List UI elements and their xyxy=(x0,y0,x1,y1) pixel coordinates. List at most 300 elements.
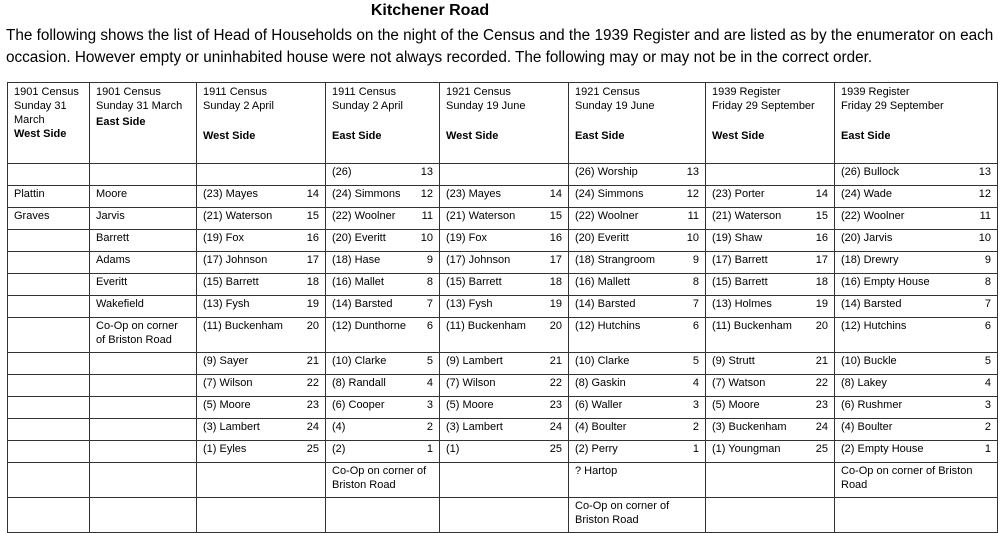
table-cell xyxy=(440,252,569,274)
household-name: (23) Mayes xyxy=(203,188,259,200)
table-cell xyxy=(326,164,440,186)
column-header-side: West Side xyxy=(14,128,67,140)
column-header xyxy=(835,83,998,164)
table-cell xyxy=(835,230,998,252)
table-cell xyxy=(706,274,835,296)
house-number: 2 xyxy=(426,421,433,433)
household-name: Co-Op on corner of Briston Road xyxy=(841,465,973,491)
household-name: Adams xyxy=(96,254,131,266)
house-number: 19 xyxy=(549,298,562,310)
table-cell xyxy=(835,296,998,318)
table-cell xyxy=(569,186,706,208)
table-cell xyxy=(326,252,440,274)
table-cell xyxy=(706,353,835,375)
column-header-date: 1901 Census Sunday 31 March xyxy=(14,86,79,126)
table-cell xyxy=(90,230,197,252)
column-header-date: 1901 Census Sunday 31 March xyxy=(96,86,183,112)
house-number: 23 xyxy=(549,399,562,411)
household-name: (1) xyxy=(446,443,460,455)
house-number: 16 xyxy=(306,232,319,244)
table-cell xyxy=(569,252,706,274)
house-number: 18 xyxy=(549,276,562,288)
table-cell xyxy=(197,353,326,375)
house-number: 13 xyxy=(420,166,433,178)
table-cell xyxy=(569,164,706,186)
household-name: (6) Waller xyxy=(575,399,623,411)
household-name: (9) Strutt xyxy=(712,355,755,367)
household-name: (3) Lambert xyxy=(446,421,503,433)
table-cell xyxy=(569,375,706,397)
table-cell xyxy=(706,397,835,419)
table-cell xyxy=(706,186,835,208)
household-name: (22) Woolner xyxy=(332,210,396,222)
table-cell xyxy=(197,498,326,533)
house-number: 5 xyxy=(426,355,433,367)
household-name: (22) Woolner xyxy=(841,210,905,222)
household-name: (2) Empty House xyxy=(841,443,924,455)
house-number: 20 xyxy=(815,320,828,332)
household-name: (14) Barsted xyxy=(575,298,636,310)
house-number: 8 xyxy=(984,276,991,288)
household-name: Graves xyxy=(14,210,50,222)
table-cell xyxy=(326,397,440,419)
table-cell xyxy=(569,230,706,252)
table-cell xyxy=(706,375,835,397)
household-name: (26) xyxy=(332,166,352,178)
household-name: (12) Hutchins xyxy=(575,320,641,332)
table-cell xyxy=(197,208,326,230)
household-name: Jarvis xyxy=(96,210,125,222)
column-header-side: East Side xyxy=(575,130,625,142)
table-row xyxy=(8,164,998,186)
house-number: 19 xyxy=(306,298,319,310)
household-name: (17) Johnson xyxy=(203,254,268,266)
household-name: (18) Strangroom xyxy=(575,254,656,266)
household-name: (20) Jarvis xyxy=(841,232,893,244)
table-cell xyxy=(835,186,998,208)
household-name: (15) Barrett xyxy=(446,276,502,288)
table-cell xyxy=(706,296,835,318)
table-cell xyxy=(835,318,998,353)
table-row xyxy=(8,296,998,318)
household-name: (8) Lakey xyxy=(841,377,887,389)
house-number: 10 xyxy=(686,232,699,244)
household-name: (4) Boulter xyxy=(575,421,627,433)
house-number: 1 xyxy=(984,443,991,455)
house-number: 25 xyxy=(815,443,828,455)
house-number: 8 xyxy=(426,276,433,288)
table-cell xyxy=(90,164,197,186)
household-name: (11) Buckenham xyxy=(203,320,283,332)
table-cell xyxy=(8,274,90,296)
table-cell xyxy=(197,419,326,441)
household-name: (12) Hutchins xyxy=(841,320,907,332)
household-name: (11) Buckenham xyxy=(712,320,792,332)
table-row xyxy=(8,274,998,296)
household-name: (11) Buckenham xyxy=(446,320,526,332)
house-number: 17 xyxy=(549,254,562,266)
table-cell xyxy=(90,296,197,318)
house-number: 1 xyxy=(426,443,433,455)
table-cell xyxy=(440,274,569,296)
house-number: 15 xyxy=(815,210,828,222)
house-number: 7 xyxy=(426,298,433,310)
table-cell xyxy=(835,252,998,274)
table-cell xyxy=(197,441,326,463)
table-cell xyxy=(440,463,569,498)
table-cell xyxy=(197,274,326,296)
table-cell xyxy=(440,186,569,208)
table-cell xyxy=(569,318,706,353)
household-name: (2) Perry xyxy=(575,443,618,455)
table-cell xyxy=(440,498,569,533)
house-number: 7 xyxy=(984,298,991,310)
table-row xyxy=(8,375,998,397)
household-name: (1) Eyles xyxy=(203,443,247,455)
household-name: (19) Shaw xyxy=(712,232,763,244)
house-number: 24 xyxy=(549,421,562,433)
table-cell xyxy=(8,463,90,498)
table-cell xyxy=(8,164,90,186)
house-number: 15 xyxy=(549,210,562,222)
house-number: 16 xyxy=(549,232,562,244)
house-number: 3 xyxy=(426,399,433,411)
house-number: 14 xyxy=(549,188,562,200)
household-name: (4) xyxy=(332,421,346,433)
house-number: 21 xyxy=(549,355,562,367)
column-header xyxy=(706,83,835,164)
column-header xyxy=(569,83,706,164)
column-header xyxy=(440,83,569,164)
household-name: (7) Wilson xyxy=(446,377,496,389)
household-name: (15) Barrett xyxy=(203,276,259,288)
household-name: (24) Wade xyxy=(841,188,892,200)
table-cell xyxy=(90,353,197,375)
table-cell xyxy=(569,274,706,296)
table-cell xyxy=(326,498,440,533)
table-row xyxy=(8,441,998,463)
house-number: 8 xyxy=(692,276,699,288)
table-cell xyxy=(90,498,197,533)
table-cell xyxy=(440,296,569,318)
column-header-date: 1939 Register Friday 29 September xyxy=(712,86,815,112)
table-row xyxy=(8,498,998,533)
table-cell xyxy=(8,441,90,463)
household-name: Everitt xyxy=(96,276,128,288)
house-number: 12 xyxy=(420,188,433,200)
table-cell xyxy=(8,397,90,419)
table-row xyxy=(8,186,998,208)
table-cell xyxy=(90,252,197,274)
table-cell xyxy=(835,353,998,375)
table-cell xyxy=(90,208,197,230)
table-cell xyxy=(569,441,706,463)
table-cell xyxy=(835,419,998,441)
table-row xyxy=(8,419,998,441)
table-cell xyxy=(706,463,835,498)
table-row xyxy=(8,463,998,498)
table-row xyxy=(8,397,998,419)
household-name: (14) Barsted xyxy=(332,298,393,310)
house-number: 10 xyxy=(978,232,991,244)
table-cell xyxy=(706,164,835,186)
table-cell xyxy=(197,230,326,252)
house-number: 24 xyxy=(306,421,319,433)
household-name: (14) Barsted xyxy=(841,298,902,310)
table-cell xyxy=(326,186,440,208)
table-cell xyxy=(706,208,835,230)
table-cell xyxy=(8,498,90,533)
house-number: 5 xyxy=(984,355,991,367)
column-header-date: 1921 Census Sunday 19 June xyxy=(575,86,655,112)
house-number: 13 xyxy=(978,166,991,178)
household-name: (10) Clarke xyxy=(575,355,630,367)
house-number: 9 xyxy=(426,254,433,266)
house-number: 11 xyxy=(687,210,699,222)
household-name: (10) Clarke xyxy=(332,355,387,367)
household-name: (7) Wilson xyxy=(203,377,253,389)
column-header-date: 1911 Census Sunday 2 April xyxy=(332,86,403,112)
households-table xyxy=(7,82,998,533)
house-number: 18 xyxy=(306,276,319,288)
table-cell xyxy=(569,208,706,230)
page-title: Kitchener Road xyxy=(370,2,490,19)
household-name: (17) Barrett xyxy=(712,254,768,266)
table-cell xyxy=(835,274,998,296)
household-name: ? Hartop xyxy=(575,465,618,477)
house-number: 19 xyxy=(815,298,828,310)
household-name: (20) Everitt xyxy=(575,232,629,244)
column-header-side: West Side xyxy=(712,130,765,142)
table-cell xyxy=(440,164,569,186)
household-name: (4) Boulter xyxy=(841,421,893,433)
house-number: 21 xyxy=(815,355,828,367)
column-header xyxy=(197,83,326,164)
table-cell xyxy=(835,164,998,186)
table-cell xyxy=(90,186,197,208)
house-number: 22 xyxy=(306,377,319,389)
house-number: 4 xyxy=(984,377,991,389)
household-name: (8) Gaskin xyxy=(575,377,626,389)
column-header-date: 1911 Census Sunday 2 April xyxy=(203,86,274,112)
house-number: 20 xyxy=(306,320,319,332)
table-cell xyxy=(197,463,326,498)
table-cell xyxy=(90,397,197,419)
table-cell xyxy=(8,318,90,353)
table-row xyxy=(8,318,998,353)
house-number: 17 xyxy=(815,254,828,266)
house-number: 2 xyxy=(692,421,699,433)
house-number: 11 xyxy=(421,210,433,222)
table-cell xyxy=(8,252,90,274)
table-cell xyxy=(835,441,998,463)
house-number: 4 xyxy=(426,377,433,389)
table-cell xyxy=(326,463,440,498)
house-number: 15 xyxy=(306,210,319,222)
household-name: (26) Worship xyxy=(575,166,638,178)
table-cell xyxy=(706,318,835,353)
table-cell xyxy=(706,419,835,441)
household-name: (5) Moore xyxy=(203,399,251,411)
house-number: 21 xyxy=(306,355,319,367)
household-name: (8) Randall xyxy=(332,377,386,389)
household-name: (9) Sayer xyxy=(203,355,249,367)
table-cell xyxy=(440,419,569,441)
column-header xyxy=(90,83,197,164)
table-row xyxy=(8,230,998,252)
house-number: 6 xyxy=(426,320,433,332)
house-number: 23 xyxy=(306,399,319,411)
household-name: (12) Dunthorne xyxy=(332,320,406,332)
house-number: 1 xyxy=(692,443,699,455)
household-name: (16) Mallett xyxy=(575,276,631,288)
house-number: 6 xyxy=(692,320,699,332)
household-name: (17) Johnson xyxy=(446,254,511,266)
household-name: Barrett xyxy=(96,232,130,244)
house-number: 12 xyxy=(978,188,991,200)
table-cell xyxy=(326,353,440,375)
household-name: (23) Porter xyxy=(712,188,765,200)
household-name: (22) Woolner xyxy=(575,210,639,222)
household-name: (3) Lambert xyxy=(203,421,260,433)
household-name: (3) Buckenham xyxy=(712,421,787,433)
column-header xyxy=(8,83,90,164)
house-number: 3 xyxy=(692,399,699,411)
column-header-side: East Side xyxy=(332,130,382,142)
house-number: 5 xyxy=(692,355,699,367)
household-name: (5) Moore xyxy=(712,399,760,411)
household-name: Co-Op on corner of Briston Road xyxy=(96,320,178,346)
household-name: (24) Simmons xyxy=(575,188,644,200)
household-name: (20) Everitt xyxy=(332,232,386,244)
household-name: Wakefield xyxy=(96,298,144,310)
house-number: 22 xyxy=(815,377,828,389)
household-name: (13) Fysh xyxy=(203,298,250,310)
table-cell xyxy=(326,230,440,252)
household-name: Plattin xyxy=(14,188,45,200)
house-number: 23 xyxy=(815,399,828,411)
household-name: (6) Rushmer xyxy=(841,399,903,411)
household-name: (24) Simmons xyxy=(332,188,401,200)
table-cell xyxy=(326,296,440,318)
house-number: 3 xyxy=(984,399,991,411)
table-cell xyxy=(8,230,90,252)
table-cell xyxy=(8,208,90,230)
household-name: (16) Empty House xyxy=(841,276,930,288)
table-cell xyxy=(569,498,706,533)
table-cell xyxy=(197,296,326,318)
column-header-side: West Side xyxy=(203,130,256,142)
table-cell xyxy=(326,208,440,230)
house-number: 12 xyxy=(686,188,699,200)
house-number: 4 xyxy=(692,377,699,389)
household-name: (19) Fox xyxy=(203,232,244,244)
house-number: 10 xyxy=(420,232,433,244)
household-name: (21) Waterson xyxy=(712,210,782,222)
table-cell xyxy=(197,318,326,353)
house-number: 25 xyxy=(549,443,562,455)
table-cell xyxy=(197,397,326,419)
intro-paragraph: The following shows the list of Head of Households on the night of the Census and the 1939 Register and are listed as by the enumerator on each occasion. However empty or uninhabited house were not always recorded. The following may or may not be in the correct order. xyxy=(6,27,994,66)
table-cell xyxy=(706,498,835,533)
table-cell xyxy=(197,252,326,274)
table-cell xyxy=(569,353,706,375)
house-number: 2 xyxy=(984,421,991,433)
household-name: (21) Waterson xyxy=(203,210,273,222)
table-row xyxy=(8,208,998,230)
table-cell xyxy=(90,463,197,498)
house-number: 25 xyxy=(306,443,319,455)
household-name: (9) Lambert xyxy=(446,355,503,367)
household-name: Co-Op on corner of Briston Road xyxy=(575,500,670,526)
household-name: (13) Holmes xyxy=(712,298,772,310)
household-name: (23) Mayes xyxy=(446,188,502,200)
house-number: 17 xyxy=(306,254,319,266)
house-number: 14 xyxy=(306,188,319,200)
household-name: (16) Mallet xyxy=(332,276,384,288)
household-name: (19) Fox xyxy=(446,232,487,244)
table-cell xyxy=(326,441,440,463)
table-cell xyxy=(326,274,440,296)
house-number: 14 xyxy=(815,188,828,200)
column-header-date: 1921 Census Sunday 19 June xyxy=(446,86,526,112)
household-name: (15) Barrett xyxy=(712,276,768,288)
column-header-side: East Side xyxy=(96,116,146,128)
table-cell xyxy=(90,274,197,296)
table-cell xyxy=(706,230,835,252)
table-cell xyxy=(835,498,998,533)
table-cell xyxy=(8,296,90,318)
column-header-side: East Side xyxy=(841,130,891,142)
household-name: (5) Moore xyxy=(446,399,494,411)
table-cell xyxy=(440,353,569,375)
table-cell xyxy=(835,463,998,498)
table-cell xyxy=(569,419,706,441)
house-number: 7 xyxy=(692,298,699,310)
house-number: 11 xyxy=(979,210,991,222)
table-cell xyxy=(90,419,197,441)
table-row xyxy=(8,353,998,375)
house-number: 22 xyxy=(549,377,562,389)
table-cell xyxy=(90,441,197,463)
household-name: (21) Waterson xyxy=(446,210,516,222)
house-number: 13 xyxy=(686,166,699,178)
table-cell xyxy=(569,463,706,498)
household-name: (18) Hase xyxy=(332,254,381,266)
table-cell xyxy=(90,318,197,353)
table-cell xyxy=(569,296,706,318)
household-name: (1) Youngman xyxy=(712,443,781,455)
house-number: 20 xyxy=(549,320,562,332)
house-number: 18 xyxy=(815,276,828,288)
table-cell xyxy=(440,441,569,463)
table-cell xyxy=(569,397,706,419)
table-cell xyxy=(326,375,440,397)
household-name: (18) Drewry xyxy=(841,254,899,266)
header-row xyxy=(8,83,998,164)
household-name: (7) Watson xyxy=(712,377,766,389)
household-name: Co-Op on corner of Briston Road xyxy=(332,465,427,491)
house-number: 6 xyxy=(984,320,991,332)
table-cell xyxy=(197,164,326,186)
table-cell xyxy=(440,397,569,419)
table-cell xyxy=(835,375,998,397)
table-cell xyxy=(440,208,569,230)
table-cell xyxy=(8,419,90,441)
column-header xyxy=(326,83,440,164)
table-cell xyxy=(835,208,998,230)
household-name: (13) Fysh xyxy=(446,298,493,310)
